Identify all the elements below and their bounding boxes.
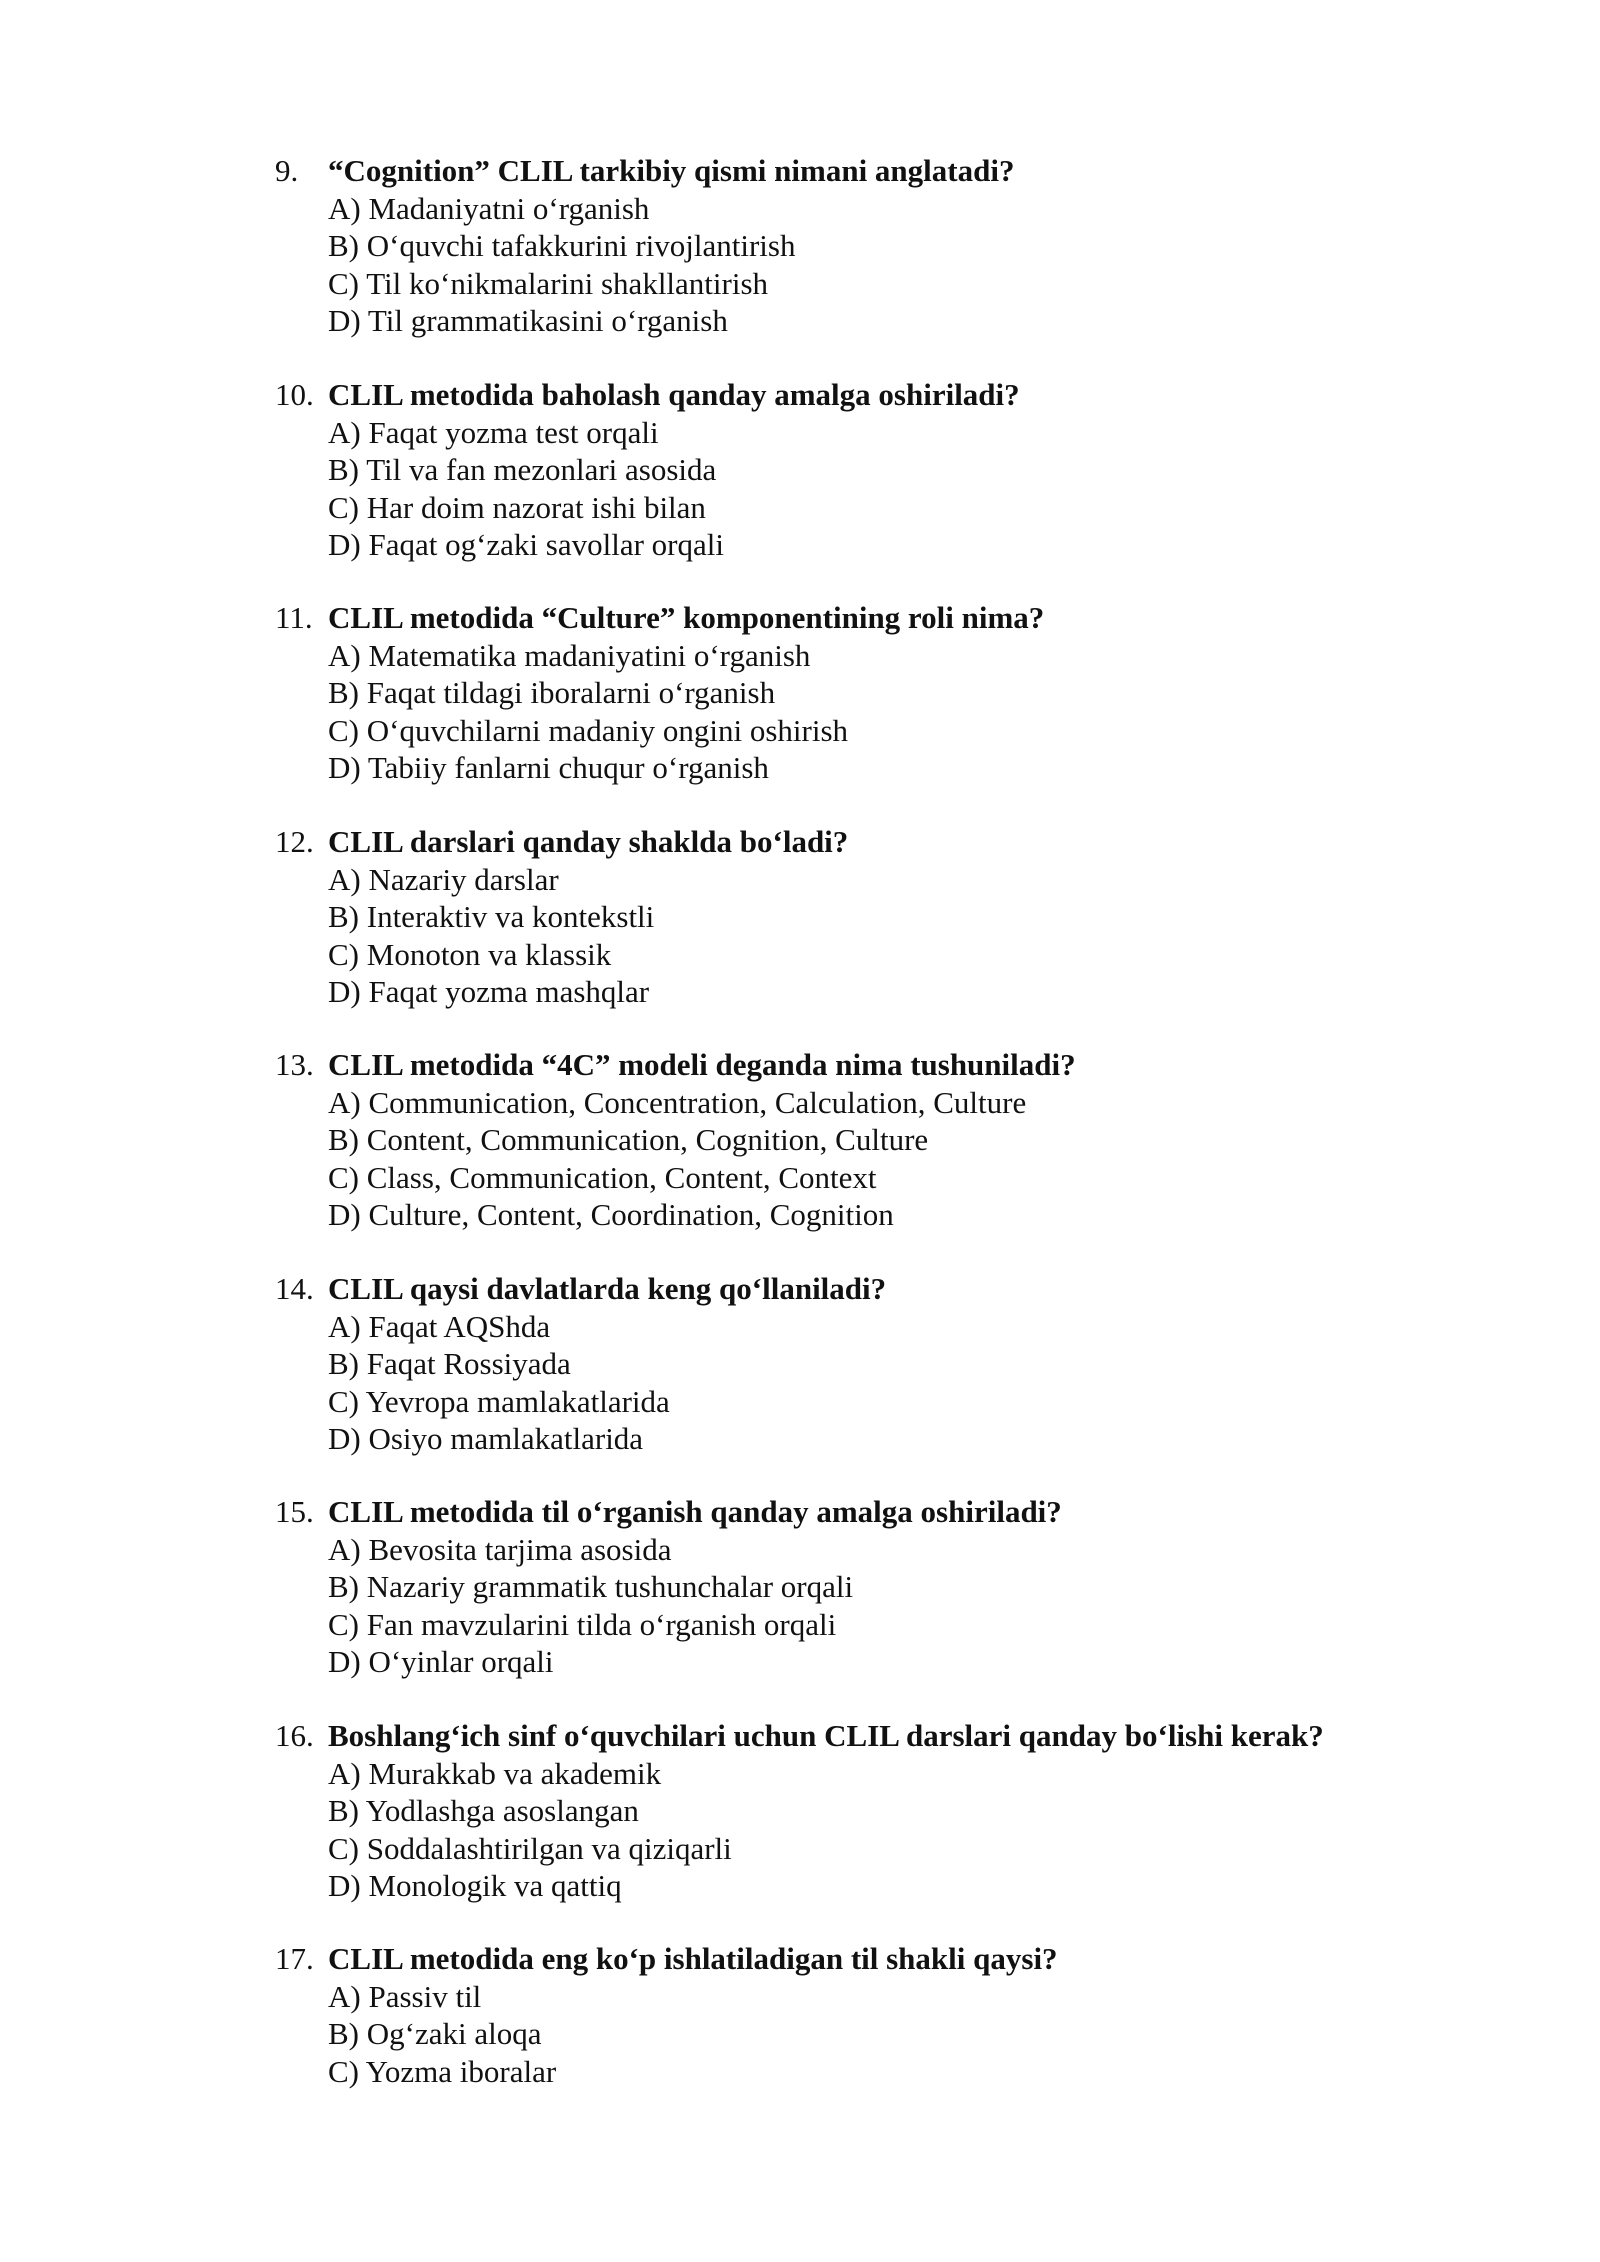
option-d: D) Tabiiy fanlarni chuqur o‘rganish	[328, 750, 769, 785]
question-text: CLIL metodida “4C” modeli deganda nima tushuniladi?	[328, 1047, 1076, 1082]
option-c: C) Monoton va klassik	[328, 936, 612, 972]
options-list	[275, 861, 1525, 1011]
option-c: C) Fan mavzularini tilda o‘rganish orqali	[328, 1606, 837, 1642]
option-a: A) Madaniyatni o‘rganish	[328, 190, 650, 226]
question-header	[275, 599, 1525, 637]
question-16	[275, 1717, 1525, 1905]
question-number: 14.	[275, 1271, 314, 1306]
question-number: 12.	[275, 824, 314, 859]
options-list	[275, 1978, 1525, 2091]
question-header	[275, 1270, 1525, 1308]
options-list	[275, 1084, 1525, 1234]
option-c: C) Har doim nazorat ishi bilan	[328, 489, 706, 525]
options-list	[275, 1308, 1525, 1458]
option-b: B) Yodlashga asoslangan	[328, 1793, 639, 1828]
question-header	[275, 1940, 1525, 1978]
option-b: B) Til va fan mezonlari asosida	[328, 452, 717, 487]
question-text: “Cognition” CLIL tarkibiy qismi nimani anglatadi?	[328, 153, 1015, 188]
question-number: 10.	[275, 377, 314, 412]
question-text: CLIL metodida baholash qanday amalga oshiriladi?	[328, 377, 1020, 412]
question-header	[275, 1046, 1525, 1084]
options-list	[275, 637, 1525, 787]
options-list	[275, 1755, 1525, 1905]
option-b: B) Og‘zaki aloqa	[328, 2016, 542, 2051]
question-number: 9.	[275, 153, 299, 188]
option-a: A) Nazariy darslar	[328, 861, 559, 897]
question-number: 13.	[275, 1047, 314, 1082]
option-a: A) Murakkab va akademik	[328, 1755, 662, 1791]
option-d: D) Faqat og‘zaki savollar orqali	[328, 527, 724, 562]
option-a: A) Passiv til	[328, 1978, 482, 2014]
option-a: A) Bevosita tarjima asosida	[328, 1531, 672, 1567]
question-11	[275, 599, 1525, 787]
question-text: CLIL qaysi davlatlarda keng qo‘llaniladi?	[328, 1271, 887, 1306]
question-10	[275, 376, 1525, 564]
option-b: B) Interaktiv va kontekstli	[328, 899, 655, 934]
question-text: CLIL metodida eng ko‘p ishlatiladigan til shakli qaysi?	[328, 1941, 1058, 1976]
option-d: D) Osiyo mamlakatlarida	[328, 1421, 644, 1456]
option-c: C) Til ko‘nikmalarini shakllantirish	[328, 265, 769, 301]
option-a: A) Matematika madaniyatini o‘rganish	[328, 637, 811, 673]
question-text: CLIL darslari qanday shaklda bo‘ladi?	[328, 824, 849, 859]
options-list	[275, 414, 1525, 564]
option-c: C) Class, Communication, Content, Context	[328, 1159, 877, 1195]
question-text: CLIL metodida “Culture” komponentining roli nima?	[328, 600, 1045, 635]
option-a: A) Communication, Concentration, Calculation, Culture	[328, 1084, 1027, 1120]
question-15	[275, 1493, 1525, 1681]
question-header	[275, 152, 1525, 190]
option-c: C) Yevropa mamlakatlarida	[328, 1383, 670, 1419]
question-number: 16.	[275, 1718, 314, 1753]
option-c: C) Soddalashtirilgan va qiziqarli	[328, 1830, 732, 1866]
option-d: D) Faqat yozma mashqlar	[328, 974, 650, 1009]
question-13	[275, 1046, 1525, 1234]
question-text: Boshlang‘ich sinf o‘quvchilari uchun CLIL darslari qanday bo‘lishi kerak?	[328, 1718, 1324, 1753]
options-list	[275, 190, 1525, 340]
option-d: D) O‘yinlar orqali	[328, 1644, 554, 1679]
question-header	[275, 1493, 1525, 1531]
option-d: D) Culture, Content, Coordination, Cognition	[328, 1197, 894, 1232]
question-number: 15.	[275, 1494, 314, 1529]
option-d: D) Monologik va qattiq	[328, 1868, 622, 1903]
option-a: A) Faqat yozma test orqali	[328, 414, 659, 450]
question-12	[275, 823, 1525, 1011]
option-b: B) Content, Communication, Cognition, Culture	[328, 1122, 929, 1157]
option-b: B) Nazariy grammatik tushunchalar orqali	[328, 1569, 854, 1604]
option-a: A) Faqat AQShda	[328, 1308, 551, 1344]
option-c: C) Yozma iboralar	[328, 2053, 557, 2089]
question-14	[275, 1270, 1525, 1458]
question-header	[275, 1717, 1525, 1755]
options-list	[275, 1531, 1525, 1681]
question-header	[275, 823, 1525, 861]
question-text: CLIL metodida til o‘rganish qanday amalga oshiriladi?	[328, 1494, 1062, 1529]
question-9	[275, 152, 1525, 340]
question-17	[275, 1940, 1525, 2090]
question-number: 11.	[275, 600, 313, 635]
option-c: C) O‘quvchilarni madaniy ongini oshirish	[328, 712, 849, 748]
option-b: B) Faqat Rossiyada	[328, 1346, 571, 1381]
question-number: 17.	[275, 1941, 314, 1976]
option-b: B) O‘quvchi tafakkurini rivojlantirish	[328, 228, 796, 263]
question-header	[275, 376, 1525, 414]
option-d: D) Til grammatikasini o‘rganish	[328, 303, 728, 338]
option-b: B) Faqat tildagi iboralarni o‘rganish	[328, 675, 776, 710]
